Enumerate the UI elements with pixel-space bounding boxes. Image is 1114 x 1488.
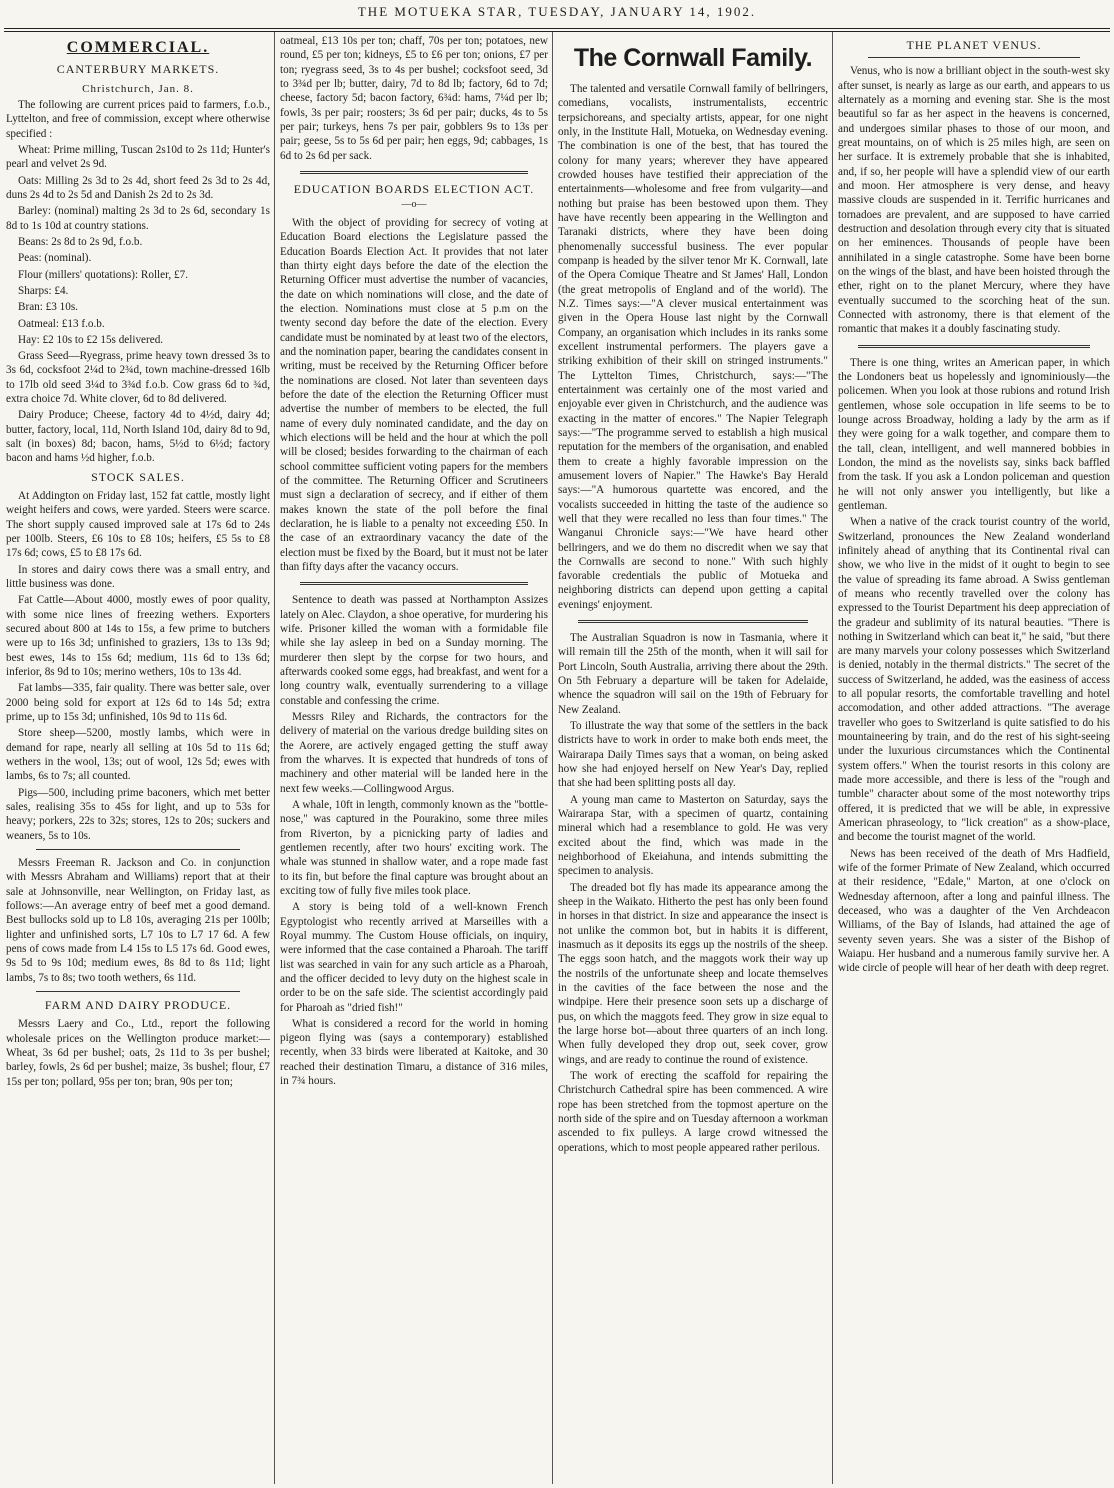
- item-cornwall: The talented and versatile Cornwall family of bellringers, comedians, vocalists, instrumentalists, eccentric terpsichoreans, and specialty artists, appear, for one night only, in the Institute Hall, Motueka, on Wednesday evening. The combination is one of the best, that has toured the colony for many years; wherever they have appeared crowded houses have testified their appreciation of the entertainments—wholesome and free from vulgarity—and nothing but praise has been bestowed upon them. They have have recently been appearing in the Wellington and Taranaki districts, where they have been doing phenomenally successful business. The ever popular companp is headed by the silver tenor Mr K. Cornwall, late of the Opera Comique Theatre and St James' Hall, London (the great metropolis of England and of the world). The N.Z. Times says:—"A clever musical entertainment was given in the Opera House last night by the Cornwall Company, an organisation which includes in its ranks some excellent instrumental performers. The players gave a striking exhibition of their skill on stringed instruments." The Lyttelton Times, Christchurch, says:—"The entertainment was certainly one of the most varied and enjoyable ever given in Christchurch, and the audience was exacting in the matter of encores." The Napier Telegraph says:—"The programme served to establish a high musical reputation for the members of the organisation, and enabled them to create a highly favorable impression on the amusement lovers of Napier." The Hawke's Bay Herald says:—"A humorous quartette was encored, and the vocalists succeeded in hitting the taste of the audience so well that they were recalled no less than four times." The Wanganui Chronicle says:—"We have heard other bellringers, and we do them no discredit when we say that the Cornwalls are second to none." With such highly favorable credentials the public of Motueka and neighboring districts can depend upon getting a capital evenings' enjoyment.: [558, 83, 828, 611]
- stock-pigs: Pigs—500, including prime baconers, which met better sales, realising 35s to 45s for light, and up to 53s for heavy; porkers, 22s to 32s; stores, 12s to 20s; suckers and weaners, 5s to 10s.: [6, 786, 270, 842]
- item-pigeon: What is considered a record for the world in homing pigeon flying was (says a contemporary) established recently, when 33 birds were liberated at Kaitoke, and 30 reached their destination Timaru, a distance of 316 miles, in 7¾ hours.: [280, 1017, 548, 1088]
- stock-fat-cattle: Fat Cattle—About 4000, mostly ewes of poor quality, with some nice lines of freezing wethers. Exporters secured about 800 at 14s to 15s, a few prime to butchers were up to 16s 3d; unfinished to graziers, 13s to 13s 9d; best ewes, 14s to 15s 6d; medium, 11s 6d to 13s 6d; inferior, 8s 9d to 10s; merino wethers, 10s to 13s 4d.: [6, 594, 270, 679]
- freeman-report: Messrs Freeman R. Jackson and Co. in conjunction with Messrs Abraham and Williams) report that at their sale at Johnsonville, near Wellington, on Friday last, as follows:—An average entry of beef met a good demand. Best bullocks sold up to L8 10s, averaging 21s per 100lb; lighter and unfinished sorts, L7 10s to L7 17 6d. A few pens of cows made from L4 15s to L5 17s 6d. Good ewes, 9s 5d to 9s 10d; medium ewes, 8s 8d to 8s 11d; light lambs, 7s to 8s; two tooth wethers, 6s 11d.: [6, 857, 270, 984]
- section-rule: [300, 171, 528, 174]
- dateline: Christchurch, Jan. 8.: [82, 82, 194, 95]
- column-divider: [274, 32, 275, 1484]
- stock-stores: In stores and dairy cows there was a small entry, and little business was done.: [6, 563, 270, 591]
- market-beans: Beans: 2s 8d to 2s 9d, f.o.b.: [18, 235, 143, 248]
- stock-store-sheep: Store sheep—5200, mostly lambs, which were in demand for rape, nearly all selling at 10s 5d to 11s 6d; wethers in the wool, 13s; out of wool, 12s 5d; ewes with lambs, 6s to 7s; all counted.: [6, 727, 270, 783]
- item-riley: Messrs Riley and Richards, the contractors for the delivery of material on the various dredge building sites on the Aorere, are actively engaged getting the stuff away from the wharves. It is expected that hundreds of tons of machinery and other material will be landed here in the next few weeks.—Collingwood Argus.: [280, 710, 548, 795]
- section-rule: [868, 57, 1080, 58]
- item-american: There is one thing, writes an American paper, in which the Londoners beat us hopelessly and ignominiously—the policemen. When you look at those rubions and rotund Irish gentlemen, whose sole occupation in life seems to be to lounge across Broadway, holding a lady by the arm as if they were going for a walk together, and compare them to the tall, clean, intelligent, and well mannered bobbies in London, the mind as the novelists say, sinks back baffled from the task. If you ask a London policeman and question he will not only answer you intelligently, but like a gentleman.: [838, 356, 1110, 512]
- masthead: THE MOTUEKA STAR, TUESDAY, JANUARY 14, 1902.: [357, 4, 757, 19]
- column-divider: [832, 32, 833, 1484]
- item-squadron: The Australian Squadron is now in Tasmania, where it will remain till the 25th of the month, when it will sail for Port Lincoln, South Australia, arriving there about the 29th. On 5th February a departure will be taken for Adelaide, whence the squadron will sail on the 19th of February for New Zealand.: [558, 632, 828, 716]
- column-cornwall: [558, 34, 828, 1484]
- column-divider: [552, 32, 553, 1484]
- section-rule: [858, 345, 1090, 348]
- market-dairy: Dairy Produce; Cheese, factory 4d to 4½d, dairy 4d; butter, factory, local, 11d, North Island 10d, dairy 8d to 9d, salt (in boxes) 8d; bacon, hams, 5½d to 6½d; factory bacon and hams ½d higher, f.o.b.: [6, 409, 270, 465]
- item-botfly: The dreaded bot fly has made its appearance among the sheep in the Waikato. Hitherto the pest has only been found in horses in that district. In size and appearance the insect is not unlike the common bot, but in habits it is different, inasmuch as it deposits its eggs up the nostrils of the sheep. The eggs soon hatch, and the maggots work their way up the nostrils of the unfortunate sheep and locate themselves in the cavities of the face between the nose and the windpipe. Here their presence soon sets up a discharge of pus, on which the maggots feed. They grow in size equal to the large horse bot—about three quarters of an inch long. When fully developed they drop out, seek cover, grow wings, and are ready to continue the round of existence.: [558, 881, 828, 1066]
- section-rule: [36, 991, 240, 992]
- section-rule: [300, 582, 528, 585]
- item-pharoah: A story is being told of a well-known French Egyptologist who recently arrived at Marseilles with a Royal mummy. The Custom House officials, on inquiry, were informed that the case contained a Pharoah. The tariff list was searched in vain for any such article as a Pharoah, and the officer decided to levy duty on the highest scale in order to be on the safe side. The scientist accordingly paid for Pharoah as "dried fish!": [280, 901, 548, 1014]
- education-body: With the object of providing for secrecy of voting at Education Board elections the Legislature passed the Education Boards Election Act. It provides that not later than thirty eight days before the date of the election the Returning Officer must advertise the number of vacancies, the date on which nominations will close, and the date of the election. Nominations must close at 5 p.m on the twenty second day before the date of the election. Every candidate must be nominated by at least two of the electors, and the nomination paper, bearing the candidates consent in writing, must be received by the Returning Officer before the nominations are closed. Not later than seventeen days before the date of the election the Returning Officer must advertise the number of members to be elected, the full name of every duly nominated candidate, and the day on which elections will be held and the hour at which the poll will be closed; besides forwarding to the chairman of each school committee sufficient voting papers for the members of the committee. The Returning Officer and Scrutineers must sign a declaration of secrecy, and if either of them makes known the state of the poll before the final declaration, he is liable to a penalty not exceeding £50. In the case of an extraordinary vacancy the date of the election must be fixed by the Board, but it must not be later than fifty days after the vacancy occurs.: [280, 217, 548, 573]
- item-venus: Venus, who is now a brilliant object in the south-west sky after sunset, is nearly as large as our earth, and appears to us alternately as a morning and evening star. She is the most beautiful so far as her aspect in the heavens is concerned, and undergoes similar phases to those of our moon, and great mountains, on of which is 25 miles high, are seen on her surface. It is extremely probable that she is inhabited, and, if so, her people will have a splendid view of our earth and moon. Her atmosphere is very dense, and heavy massive clouds are suspended in it. Terrific hurricanes and tornadoes are prevalent, and are supposed to have carried destruction and desolation through every city that is situated on her eminences. Thousands of people have been annihilated in a single catastrophe. Some have been borne on the wings of the blast, and have been hoisted through the ether, right on to the planet Mercury, where they have eventually succumed to the scorching heat of the sun. Connected with astronomy, there is that element of the romantic that makes it a doubly fascinating study.: [838, 65, 1110, 336]
- market-flour: Flour (millers' quotations): Roller, £7.: [18, 268, 188, 281]
- item-sentence: Sentence to death was passed at Northampton Assizes lately on Alec. Claydon, a shoe operative, for murdering his wife. Prisoner killed the woman with a formidable file while she lay asleep in bed on a Sunday morning. The murderer then slept by the corpse for two hours, and afterwards cooked some eggs, had breakfast, and went for a long country walk, eventually surrendering to a village constable and confessing the crime.: [280, 594, 548, 707]
- market-oats: Oats: Milling 2s 3d to 2s 4d, short feed 2s 3d to 2s 4d, duns 2s 4d to 2s 5d and Danish 2s 2d to 2s 3d.: [6, 174, 270, 201]
- column-education: [280, 34, 548, 1484]
- section-rule: [578, 620, 808, 623]
- item-splitting: To illustrate the way that some of the settlers in the back districts have to work in order to make both ends meet, the Wairarapa Daily Times says that a woman, on being asked how she had enjoyed herself on New Year's Day, replied that she had been splitting posts all day.: [558, 720, 828, 790]
- column-venus: [838, 34, 1110, 1484]
- produce-continued: oatmeal, £13 10s per ton; chaff, 70s per ton; potatoes, new round, £5 per ton; kidneys, £5 to £6 per ton; onions, £7 per ton; ryegrass seed, 3s to 4s per bushel; cocksfoot seed, 3d to 3¾d per lb; butter, dairy, 7d to 8d lb; factory, 6d to 7d; cheese, factory 5d; bacon factory, 6¾d: hams, 7¼d per lb; fowls, 3s per pair; roosters; 3s 6d per pair; ducks, 4s to 5s per pair; turkeys, hens 7s per pair, gobblers 9s to 13s per pair; geese, 5s to 5s 6d per pair; hen eggs, 9d; cabbages, 1s 6d to 2s 6d per sack.: [280, 35, 548, 162]
- market-wheat: Wheat: Prime milling, Tuscan 2s10d to 2s 11d; Hunter's pearl and velvet 2s 9d.: [6, 143, 270, 171]
- masthead-rule: [4, 28, 1110, 32]
- markets-intro: The following are current prices paid to farmers, f.o.b., Lyttelton, and free of commission, except where otherwise specified :: [6, 98, 270, 140]
- education-ornament: —o—: [401, 199, 427, 211]
- item-hadfield: News has been received of the death of Mrs Hadfield, wife of the former Primate of New Zealand, which occurred at their residence, "Edale," Marton, at one o'clock on Wednesday afternoon, after a long and painful illness. The deceased, who was a daughter of the Ven Archdeacon Williams, of the Bay of Islands, had attained the age of seventy seven years. She was a sister of the Bishop of Waiapu. Her husband and a numerous family survive her. A wide circle of people will hear of her death with deep regret.: [838, 847, 1110, 975]
- laery-report: Messrs Laery and Co., Ltd., report the following wholesale prices on the Wellington produce market:—Wheat, 3s 6d per bushel; oats, 2s 11d to 3s per bushel; barley, fowls, 2s 6d per bushel; maize, 3s bushel; flour, £7 15s per ton; pollard, 95s per ton; bran, 90s per ton;: [6, 1018, 270, 1088]
- market-hay: Hay: £2 10s to £2 15s delivered.: [18, 333, 164, 346]
- venus-heading: THE PLANET VENUS.: [906, 38, 1042, 52]
- canterbury-markets-heading: CANTERBURY MARKETS.: [56, 62, 220, 77]
- market-bran: Bran: £3 10s.: [18, 301, 78, 314]
- education-heading: EDUCATION BOARDS ELECTION ACT.: [293, 181, 535, 196]
- item-masterton: A young man came to Masterton on Saturday, says the Wairarapa Star, with a specimen of quartz, containing mineral which had a resemblance to gold. He was very excited about the find, which was made in the neighborhood of Ekeiahuna, and intends submitting the specimen to analysis.: [558, 793, 828, 878]
- stock-fat-lambs: Fat lambs—335, fair quality. There was better sale, over 2000 being sold for export at 12s 6d to 14s 5d; extra prime, up to 15s 3d; unfinished, 10s 9d to 11s 6d.: [6, 682, 270, 724]
- market-grass-seed: Grass Seed—Ryegrass, prime heavy town dressed 3s to 3s 6d, cocksfoot 2¼d to 2¾d, town machine-dressed 16lb to 17lb old seed 3¼d to 3¾d f.o.b. Cow grass 6d to ¾d, extra choice 7d. White clover, 6d to 8d delivered.: [6, 350, 270, 406]
- cornwall-heading: The Cornwall Family.: [573, 44, 813, 72]
- column-commercial: [6, 34, 270, 1484]
- stock-addington: At Addington on Friday last, 152 fat cattle, mostly light weight heifers and cows, were yarded. Steers were scarce. The short supply caused improved sale at 17s 6d to 24s per 100lb. Steers, £6 10s to £8 10s; heifers, £5 5s to £8 17s 6d; cows, £5 to £8 17s 6d.: [6, 490, 270, 560]
- market-sharps: Sharps: £4.: [18, 284, 69, 297]
- farm-dairy-heading: FARM AND DAIRY PRODUCE.: [44, 997, 232, 1012]
- item-swiss: When a native of the crack tourist country of the world, Switzerland, pronounces the New Zealand wonderland infinitely ahead of anything that its Continental rival can show, we who live in the midst of it ought to begin to see the value of spreading its fame abroad. A Swiss gentleman of means who recently travelled over the colony has expressed to the Tourist Department his deep appreciation of the gradeur and sublimity of its natural beauties. "There is nothing in Switzerland which can beat it," he said, "but there are many marvels your colony possesses which Switzerland is denied, notably in the thermal districts." The secret of the success of Switzerland, he added, was the easiness of access to all popular resorts, the comfortable travelling and hotel accomodation, and other added attractions. "The average traveller who goes to Switzerland is quite satisfied to do his mountaineering by train, and do the rest of his sight-seeing under the luxurious circumstances which the Continental system offers." When the tourist resorts in this colony are made more accessible, and there is less of the "rough and tumble" character about some of the most noteworthy trips offered, it is predicted that we will be able, in expressive American phraseology, to "lick creation" as a show-place, and become the tourist magnet of the world.: [838, 516, 1110, 844]
- item-whale: A whale, 10ft in length, commonly known as the "bottle-nose," was captured in the Pourakino, some three miles from Riverton, by a picnicking party of ladies and gentlemen recently, after two hours' exciting work. The whale was stunned in shallow water, and a rope made fast to its fin, but before the final capture was brought about an exciting tow of fully five miles took place.: [280, 798, 548, 897]
- commercial-heading: COMMERCIAL.: [66, 39, 210, 56]
- item-scaffold: The work of erecting the scaffold for repairing the Christchurch Cathedral spire has been commenced. A wire rope has been stretched from the topmost aperture on the north side of the spire and on Tuesday afternoon a workman ascended to fix pulleys. A large crowd witnessed the operations, which to most people appeared rather perilous.: [558, 1069, 828, 1154]
- market-barley: Barley: (nominal) malting 2s 3d to 2s 6d, secondary 1s 8d to 1s 10d at country stations.: [6, 205, 270, 232]
- market-oatmeal: Oatmeal: £13 f.o.b.: [18, 317, 105, 330]
- stock-sales-heading: STOCK SALES.: [91, 469, 185, 484]
- section-rule: [36, 849, 240, 850]
- market-peas: Peas: (nominal).: [18, 252, 92, 265]
